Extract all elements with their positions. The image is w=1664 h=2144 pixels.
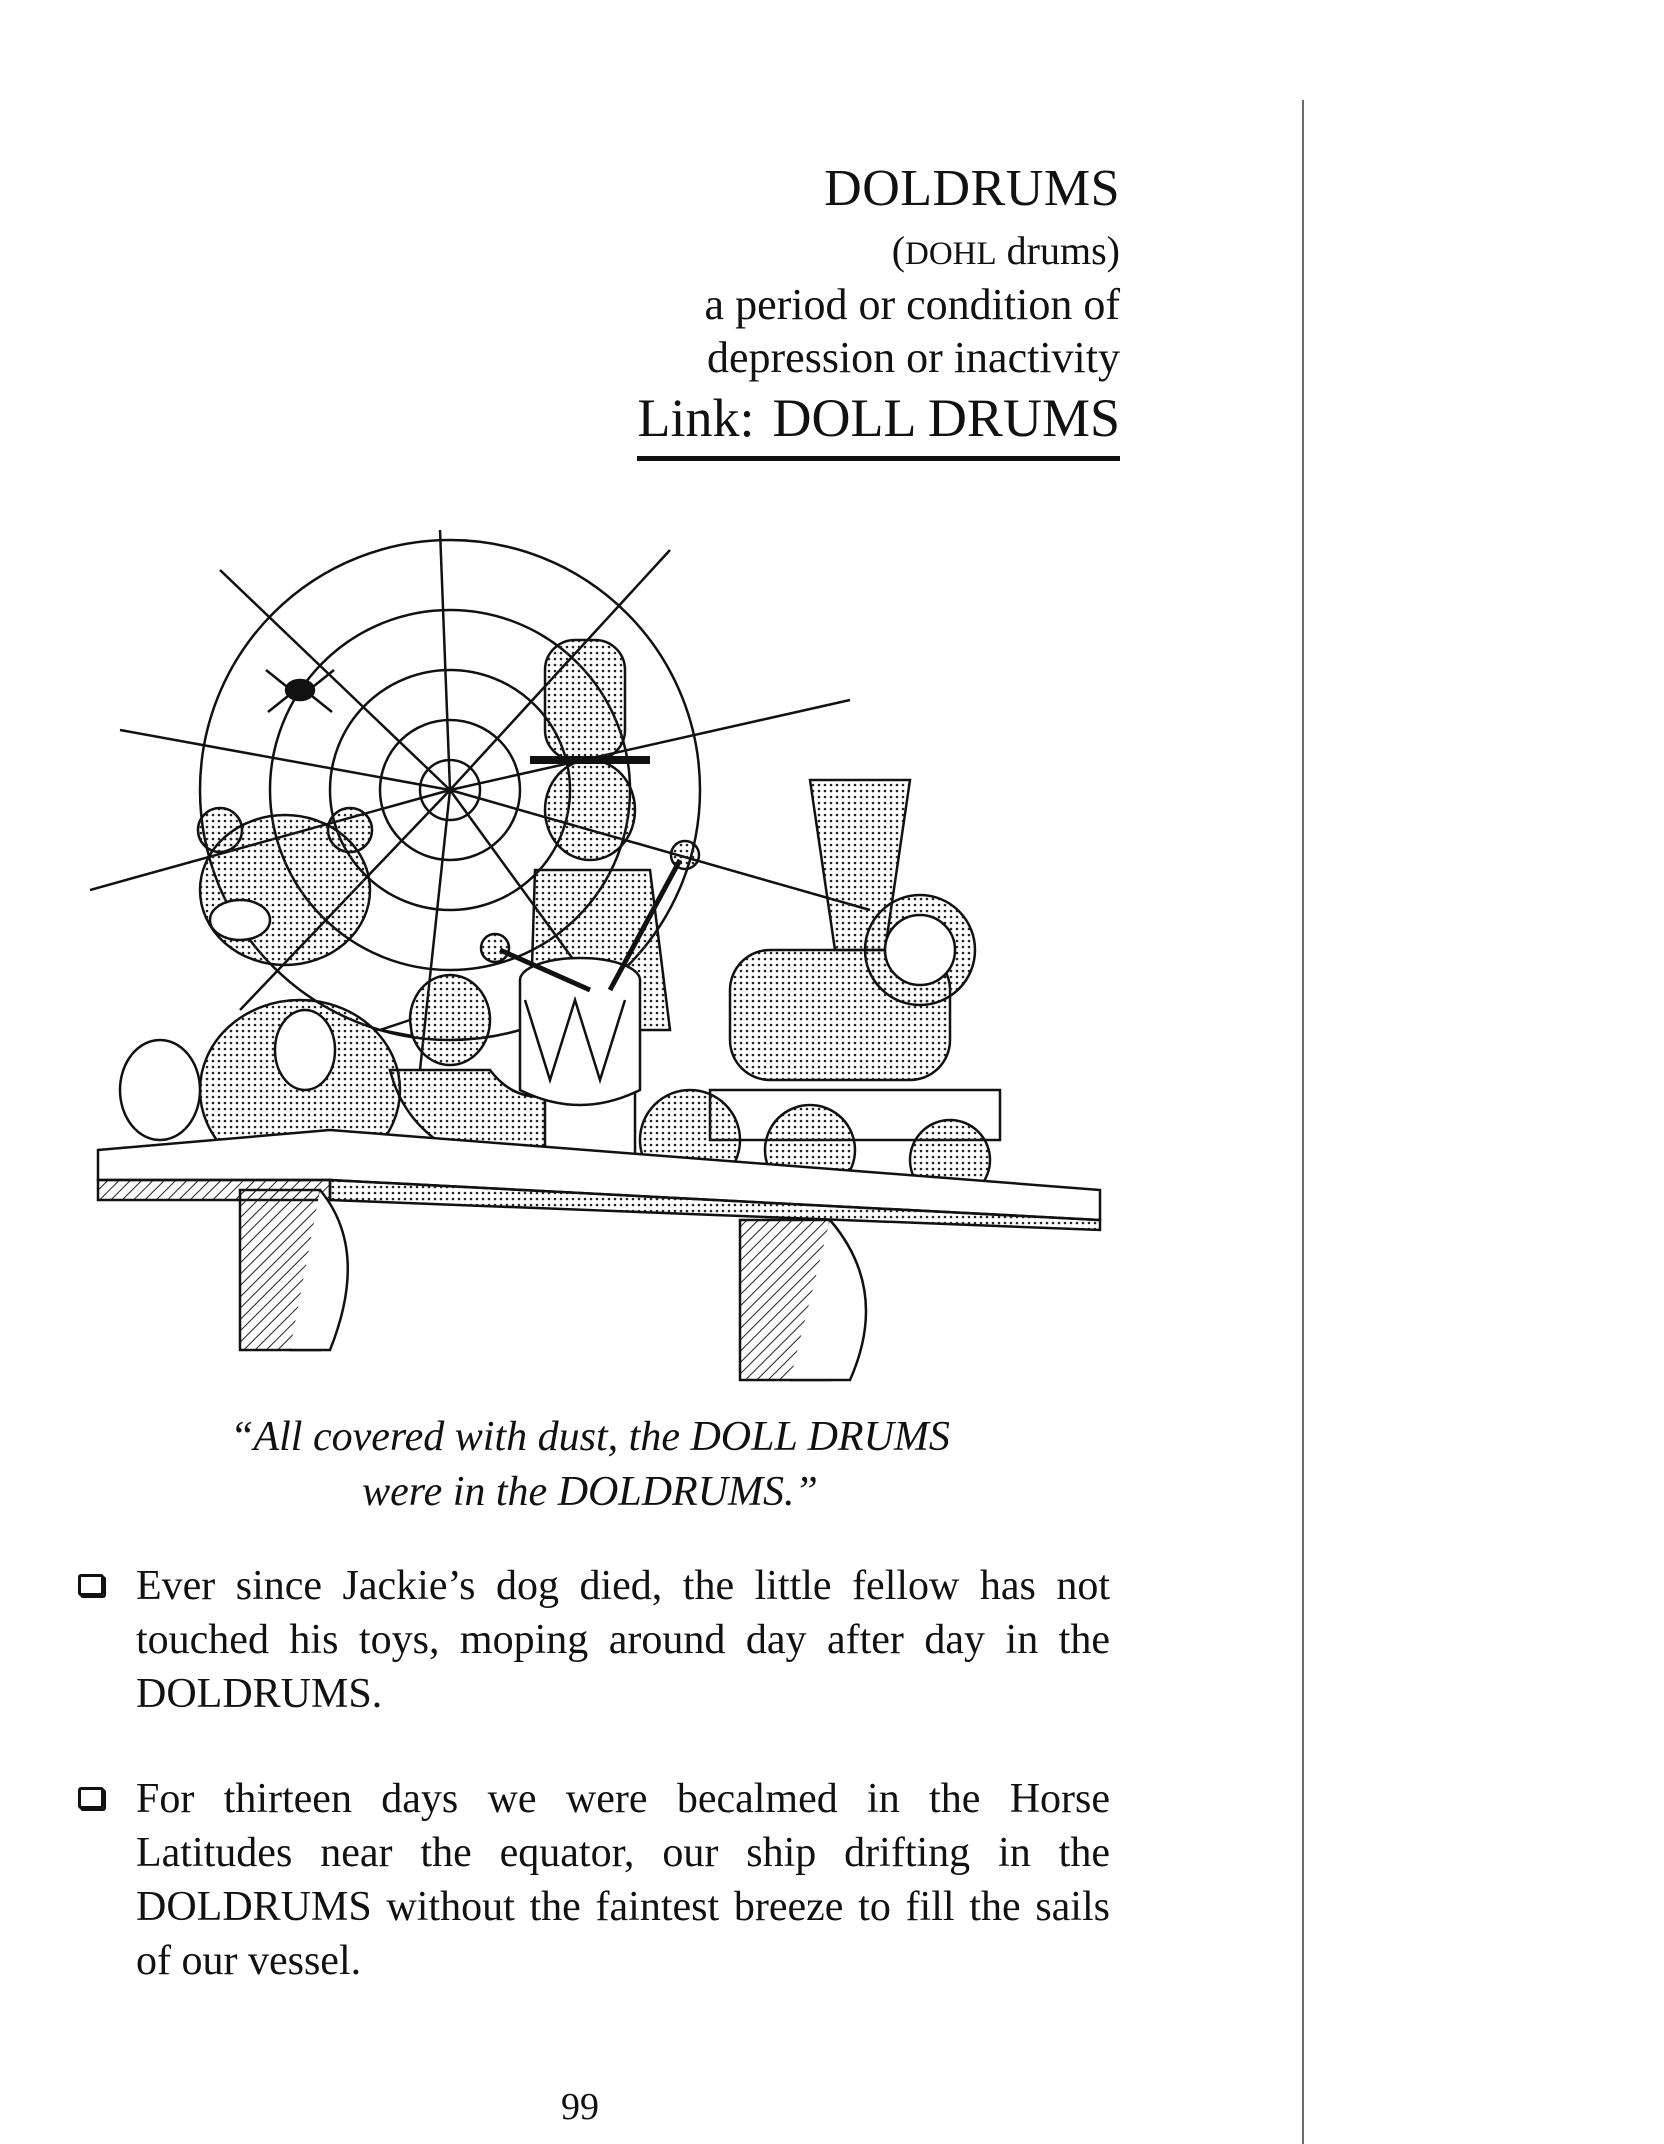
example-item <box>70 1560 1110 1721</box>
pronunciation: (DOHL drums) <box>891 228 1120 274</box>
link-line <box>637 389 1120 461</box>
link-label: Link: <box>637 387 755 448</box>
caption-line: “All covered with dust, the DOLL DRUMS <box>230 1414 950 1460</box>
page-gutter-line <box>1302 100 1304 2144</box>
entry-header <box>560 160 1120 461</box>
toy-shelf-illustration <box>90 530 1110 1390</box>
example-item <box>70 1773 1110 1988</box>
definition <box>560 279 1120 385</box>
link-word: DOLL DRUMS <box>772 387 1120 448</box>
illustration-caption <box>90 1410 1090 1519</box>
example-text: For thirteen days we were becalmed in the Horse Latitudes near the equator, our ship drifting in the DOLDRUMS without the faintest breeze to fill the sails of our vessel. <box>136 1776 1110 1984</box>
definition-line: a period or condition of <box>704 280 1120 330</box>
page-number: 99 <box>561 2086 599 2128</box>
pronunciation-stressed: DOHL <box>905 236 997 273</box>
checkbox-icon <box>78 1574 104 1596</box>
example-text: Ever since Jackie’s dog died, the little fellow has not touched his toys, moping around day after day in the DOLDRUMS. <box>136 1563 1110 1717</box>
spider-icon <box>266 670 334 712</box>
definition-line: depression or inactivity <box>706 332 1120 382</box>
headword: DOLDRUMS <box>824 160 1120 217</box>
teddy-bear-icon <box>120 808 400 1180</box>
example-list <box>70 1560 1110 2040</box>
checkbox-icon <box>78 1787 104 1809</box>
caption-line: were in the DOLDRUMS.” <box>362 1468 818 1515</box>
